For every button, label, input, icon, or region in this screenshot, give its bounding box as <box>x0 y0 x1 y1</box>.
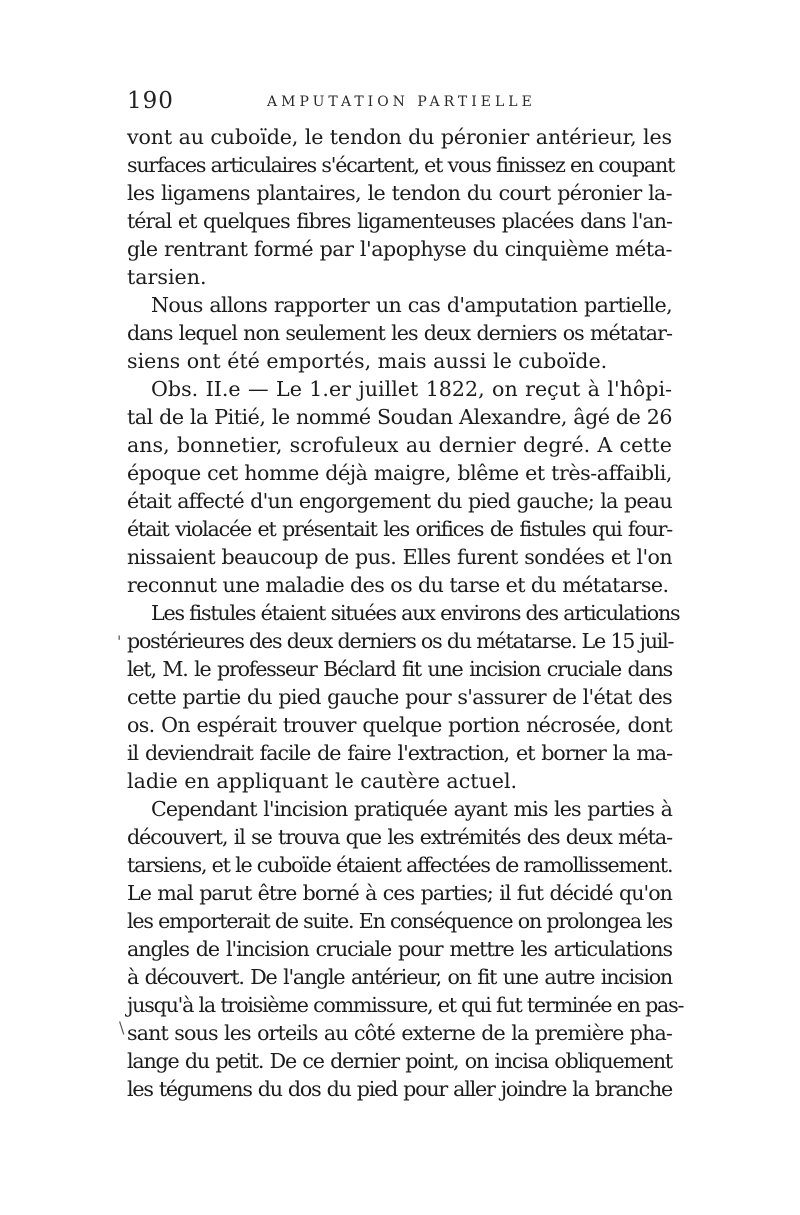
text-line: téral et quelques fibres ligamenteuses placées dans l'an- <box>127 209 672 233</box>
text-line: gle rentrant formé par l'apophyse du cinquième méta- <box>127 237 672 261</box>
running-head: AMPUTATION PARTIELLE <box>267 94 536 110</box>
text-line: à découvert. De l'angle antérieur, on fit une autre incision <box>127 965 672 989</box>
text-line: Les fistules étaient situées aux environs des articulations <box>151 601 680 625</box>
text-line: postérieures des deux derniers os du métatarse. Le 15 juil- <box>127 629 674 653</box>
text-line: lange du petit. De ce dernier point, on incisa obliquement <box>127 1049 672 1073</box>
text-line: nissaient beaucoup de pus. Elles furent sondées et l'on <box>127 545 672 569</box>
text-line: tarsien. <box>127 265 207 289</box>
text-line: siens ont été emportés, mais aussi le cuboïde. <box>127 349 608 373</box>
text-line: surfaces articulaires s'écartent, et vous finissez en coupant <box>127 153 675 177</box>
text-line: tarsiens, et le cuboïde étaient affectées de ramollissement. <box>127 853 673 877</box>
text-line: Le mal parut être borné à ces parties; il fut décidé qu'on <box>127 881 672 905</box>
text-line: les ligamens plantaires, le tendon du court péronier la- <box>127 181 672 205</box>
text-line: Cependant l'incision pratiquée ayant mis les parties à <box>151 797 672 821</box>
margin-speck: \ <box>119 1018 125 1037</box>
text-line: les emporterait de suite. En conséquence on prolongea les <box>127 909 672 933</box>
text-line: les tégumens du dos du pied pour aller joindre la branche <box>127 1077 672 1101</box>
text-line: sant sous les orteils au côté externe de la première pha- <box>127 1021 672 1045</box>
text-line: était violacée et présentait les orifices de fistules qui four- <box>127 517 672 541</box>
body-text <box>127 123 684 1103</box>
text-line: il deviendrait facile de faire l'extraction, et borner la ma- <box>127 741 672 765</box>
text-line: vont au cuboïde, le tendon du péronier antérieur, les <box>127 125 672 149</box>
text-line: cette partie du pied gauche pour s'assurer de l'état des <box>127 685 672 709</box>
text-line: angles de l'incision cruciale pour mettre les articulations <box>127 937 672 961</box>
page-number: 190 <box>127 88 174 114</box>
text-line: Nous allons rapporter un cas d'amputation partielle, <box>151 293 672 317</box>
text-line: jusqu'à la troisième commissure, et qui fut terminée en pas- <box>127 993 684 1017</box>
text-line: découvert, il se trouva que les extrémités des deux méta- <box>127 825 672 849</box>
text-line: époque cet homme déjà maigre, blême et très-affaibli, <box>127 461 672 485</box>
text-line: dans lequel non seulement les deux derniers os métatar- <box>127 321 672 345</box>
text-line: tal de la Pitié, le nommé Soudan Alexandre, âgé de 26 <box>127 405 672 429</box>
margin-speck: ' <box>117 632 122 651</box>
text-line: os. On espérait trouver quelque portion nécrosée, dont <box>127 713 672 737</box>
text-line: était affecté d'un engorgement du pied gauche; la peau <box>127 489 672 513</box>
text-line: reconnut une maladie des os du tarse et du métatarse. <box>127 573 669 597</box>
text-line: ans, bonnetier, scrofuleux au dernier degré. A cette <box>127 433 672 457</box>
text-line: let, M. le professeur Béclard fit une incision cruciale dans <box>127 657 672 681</box>
page-header <box>127 88 670 118</box>
text-line: ladie en appliquant le cautère actuel. <box>127 769 518 793</box>
text-line observation-heading: Obs. II.e — Le 1.er juillet 1822, on reçut à l'hôpi- <box>151 377 672 401</box>
